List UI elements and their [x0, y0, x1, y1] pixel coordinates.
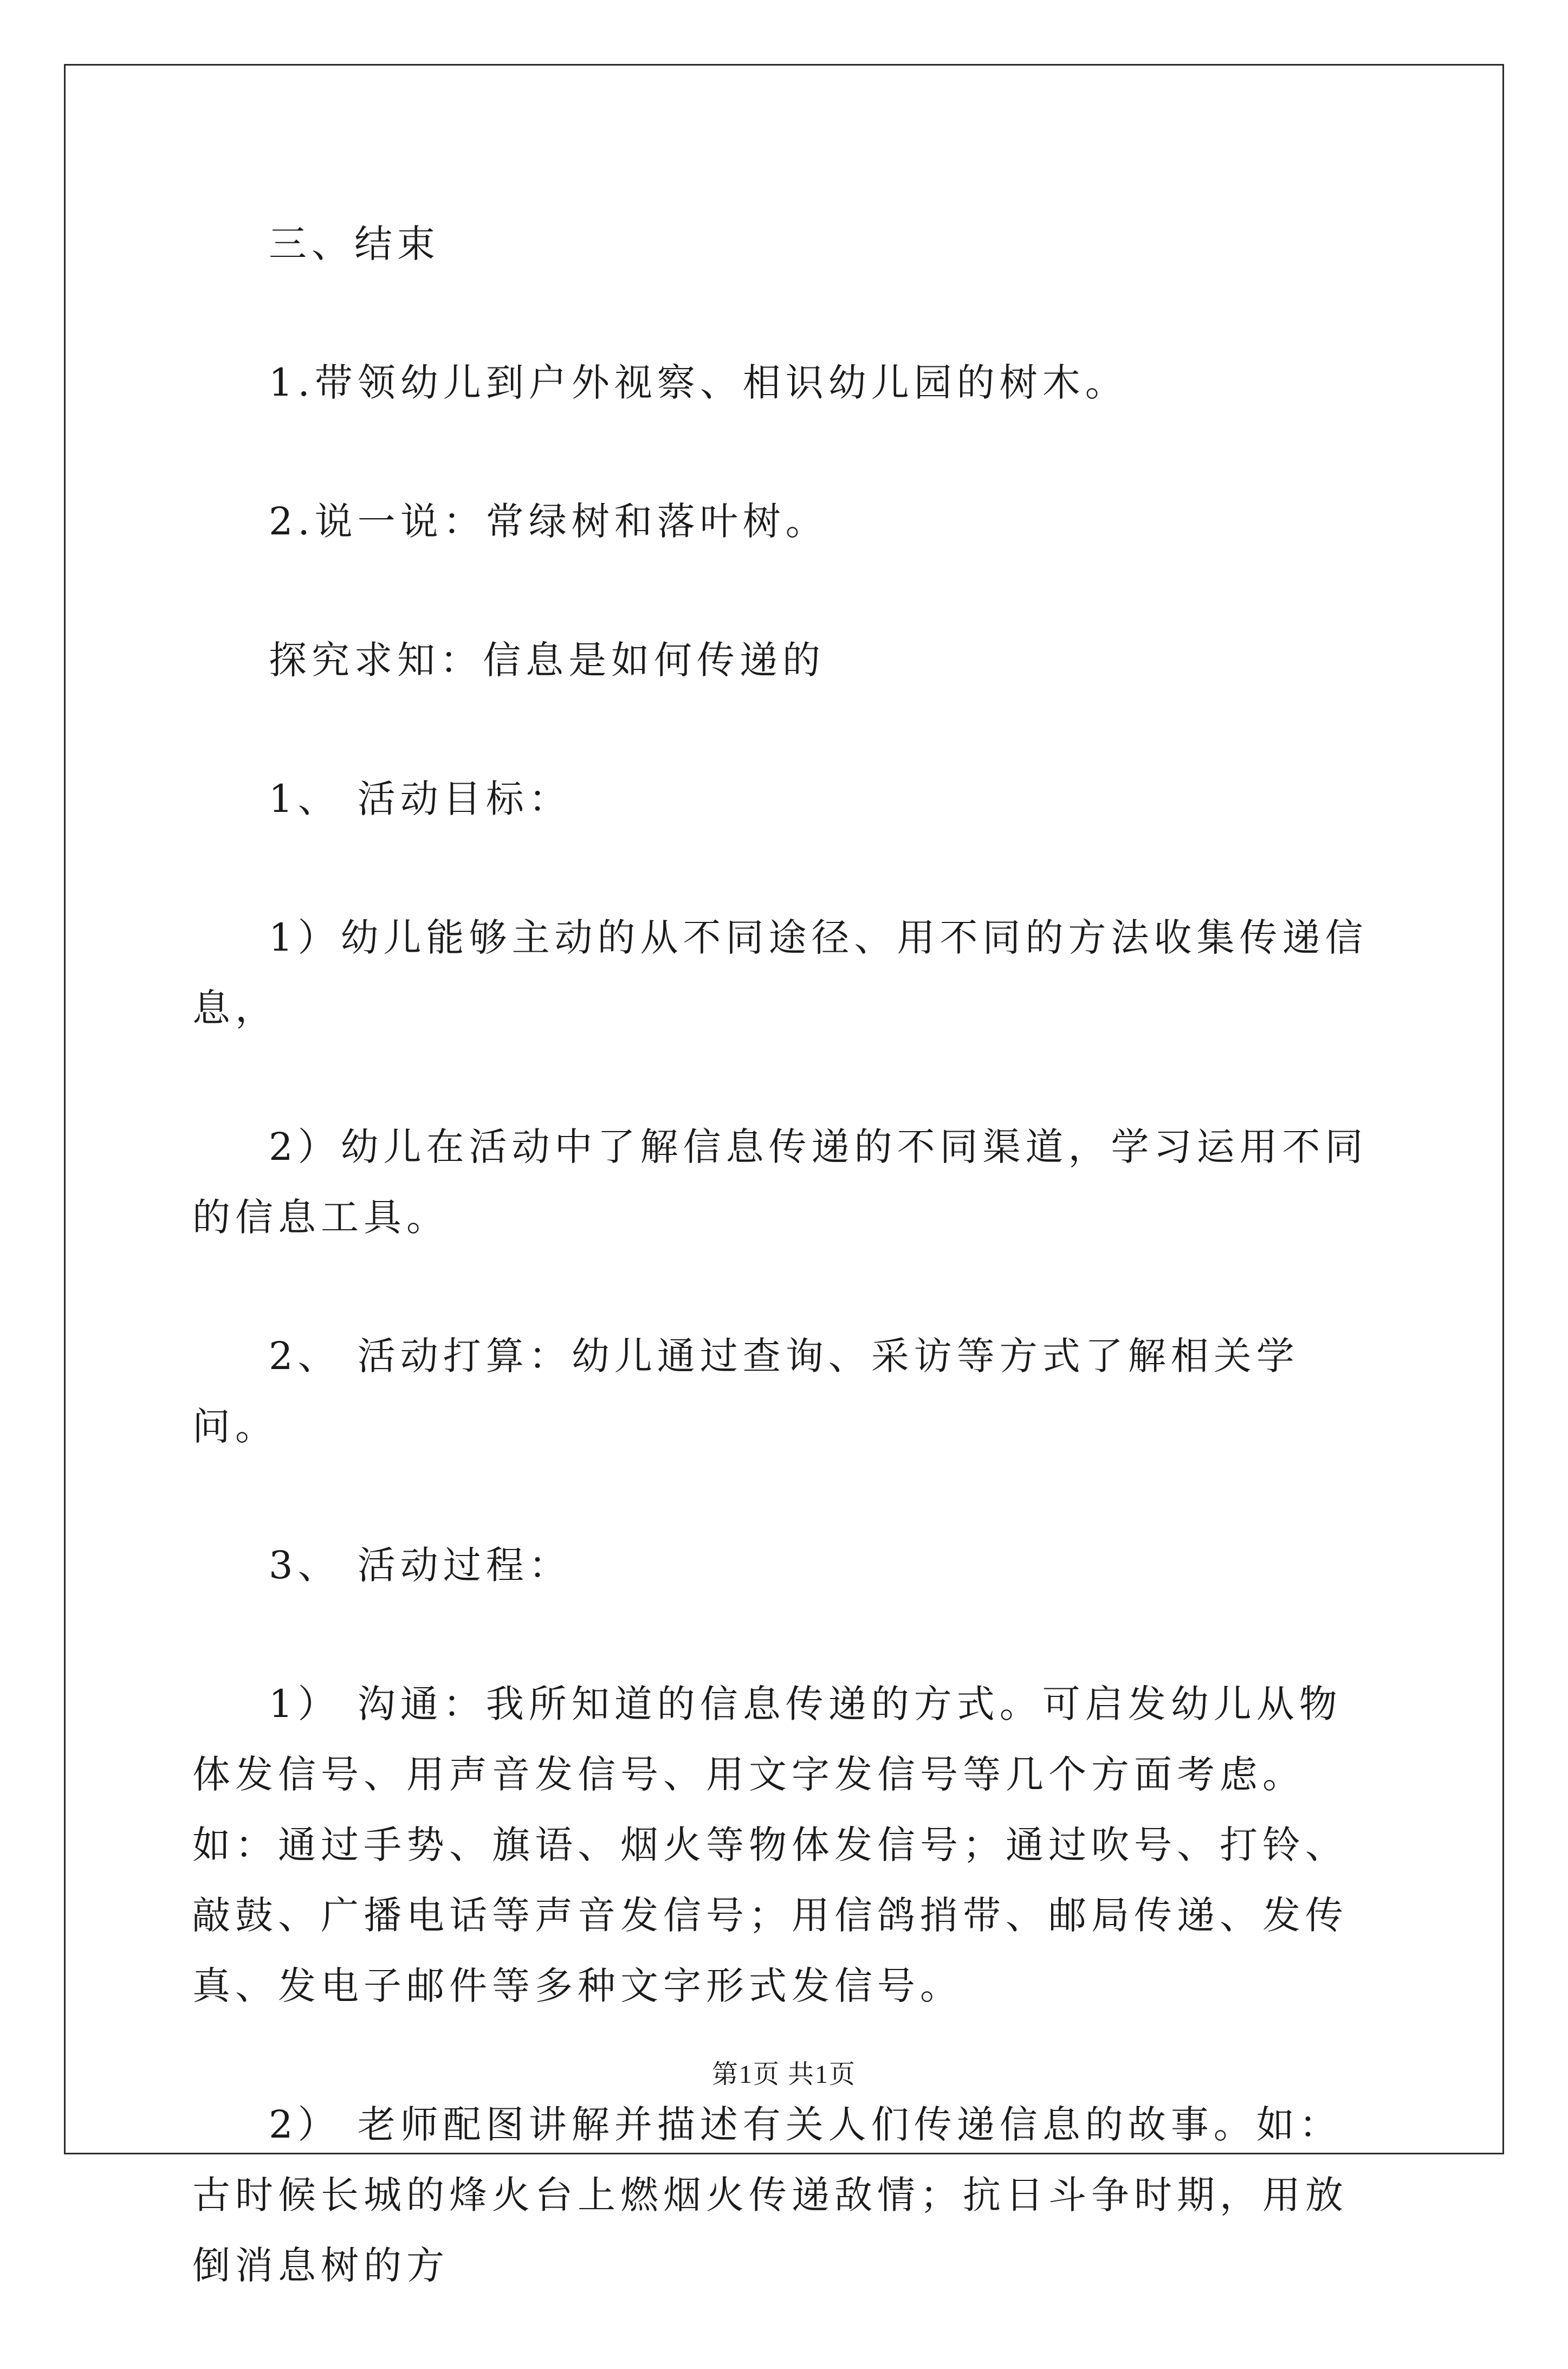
paragraph-item-2: 2.说一说：常绿树和落叶树。 — [269, 499, 828, 544]
section-heading-end: 三、结束 — [269, 222, 440, 266]
paragraph-process-heading: 3、 活动过程： — [269, 1543, 572, 1587]
paragraph-process-2: 2） 老师配图讲解并描述有关人们传递信息的故事。如：古时候长城的烽火台上燃烟火传递敌情；抗日斗争时期，用放倒消息树的方 — [192, 2102, 1348, 2288]
paragraph-process-1: 1） 沟通：我所知道的信息传递的方式。可启发幼儿从物体发信号、用声音发信号、用文字发信号等几个方面考虑。如：通过手势、旗语、烟火等物体发信号；通过吹号、打铃、敲鼓、广播电话等声音发信号；用信鸽捎带、邮局传递、发传真、发电子邮件等多种文字形式发信号。 — [192, 1682, 1348, 2008]
page-number-footer: 第1页 共1页 — [711, 2060, 856, 2089]
paragraph-goal-1: 1）幼儿能够主动的从不同途径、用不同的方法收集传递信息， — [192, 915, 1368, 1030]
paragraph-goals-heading: 1、 活动目标： — [269, 777, 572, 821]
section-heading-explore: 探究求知：信息是如何传递的 — [269, 638, 825, 682]
paragraph-goal-2: 2）幼儿在活动中了解信息传递的不同渠道，学习运用不同的信息工具。 — [192, 1125, 1368, 1240]
document-body — [192, 209, 1384, 2369]
paragraph-preparation: 2、 活动打算：幼儿通过查询、采访等方式了解相关学问。 — [192, 1334, 1299, 1449]
paragraph-item-1: 1.带领幼儿到户外视察、相识幼儿园的树木。 — [269, 360, 1128, 405]
